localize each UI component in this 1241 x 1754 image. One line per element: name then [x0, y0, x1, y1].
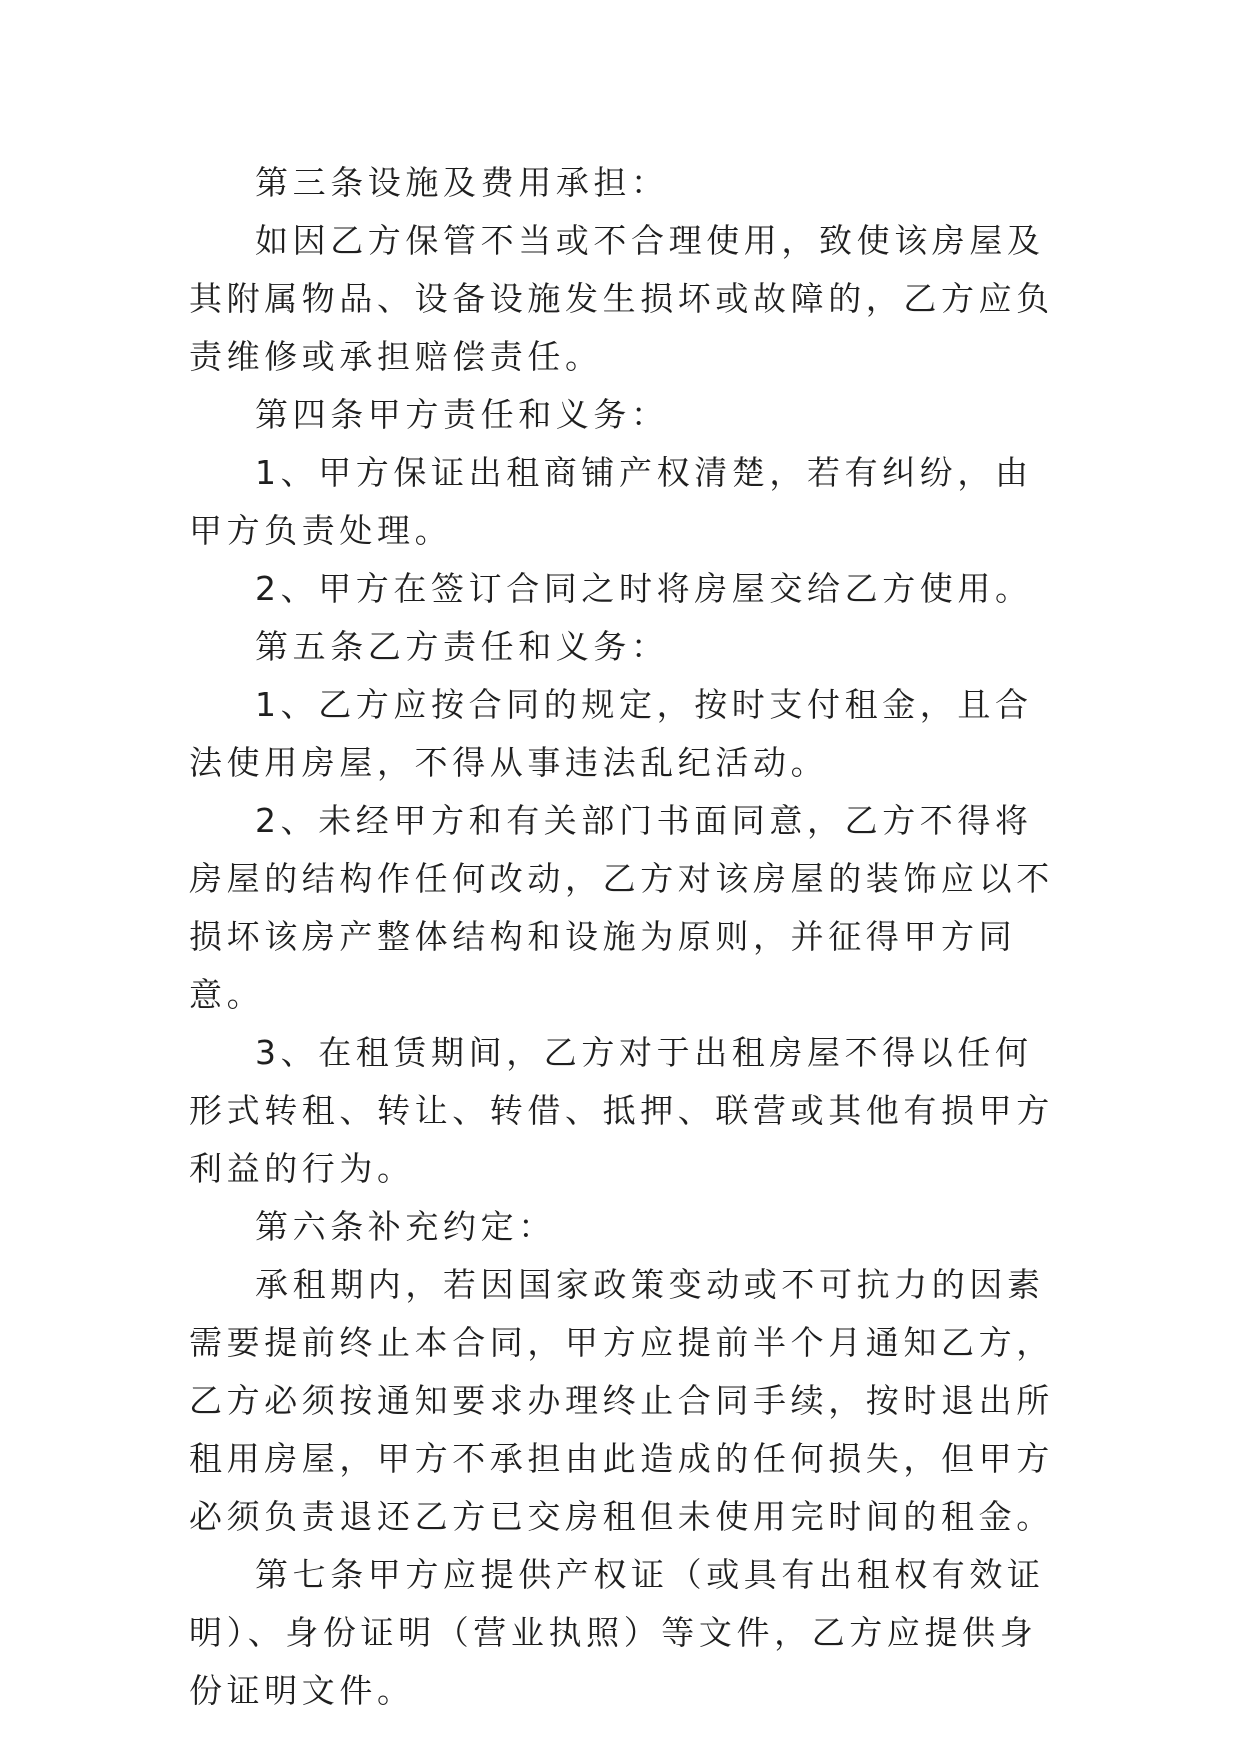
clause-5-item-3: 3、在租赁期间，乙方对于出租房屋不得以任何形式转租、转让、转借、抵押、联营或其他有损甲方利益的行为。 — [189, 1033, 1054, 1188]
clause-4-heading: 第四条甲方责任和义务： — [255, 395, 669, 434]
clause-6-text: 承租期内，若因国家政策变动或不可抗力的因素需要提前终止本合同，甲方应提前半个月通知乙方，乙方必须按通知要求办理终止合同手续，按时退出所租用房屋，甲方不承担由此造成的任何损失，但甲方必须负责退还乙方已交房租但未使用完时间的租金。 — [189, 1265, 1054, 1536]
clause-6-heading: 第六条补充约定： — [255, 1207, 556, 1246]
document-body — [189, 154, 1059, 1720]
clause-5-item-1: 1、乙方应按合同的规定，按时支付租金，且合法使用房屋，不得从事违法乱纪活动。 — [189, 685, 1033, 782]
clause-3-text: 如因乙方保管不当或不合理使用，致使该房屋及其附属物品、设备设施发生损坏或故障的，乙方应负责维修或承担赔偿责任。 — [189, 221, 1054, 376]
clause-5-item-2: 2、未经甲方和有关部门书面同意，乙方不得将房屋的结构作任何改动，乙方对该房屋的装饰应以不损坏该房产整体结构和设施为原则，并征得甲方同意。 — [189, 801, 1054, 1014]
clause-4-item-2: 2、甲方在签订合同之时将房屋交给乙方使用。 — [255, 569, 1033, 608]
clause-4-item-1: 1、甲方保证出租商铺产权清楚，若有纠纷，由甲方负责处理。 — [189, 453, 1033, 550]
clause-7-text: 第七条甲方应提供产权证（或具有出租权有效证明）、身份证明（营业执照）等文件，乙方应提供身份证明文件。 — [189, 1555, 1045, 1710]
clause-3-heading: 第三条设施及费用承担： — [255, 163, 669, 202]
clause-5-heading: 第五条乙方责任和义务： — [255, 627, 669, 666]
